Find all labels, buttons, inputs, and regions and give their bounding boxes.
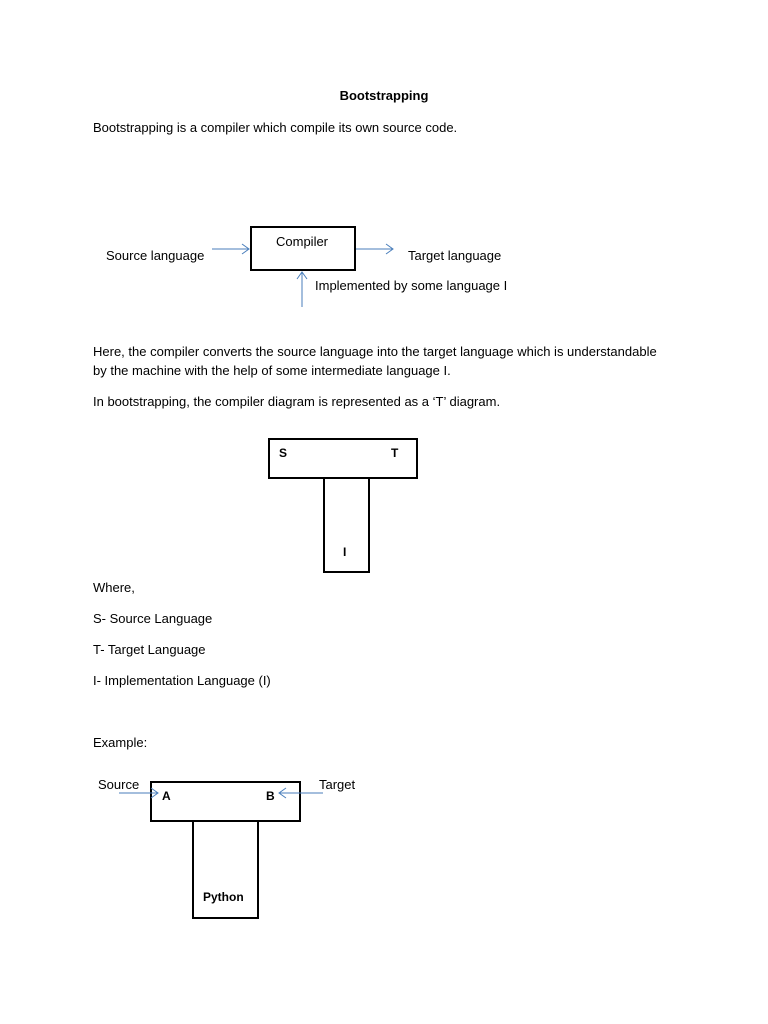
- example-source-arrow-icon: [119, 788, 158, 798]
- t-diagram-implementation: I: [343, 545, 347, 559]
- t-diagram-source: S: [279, 446, 288, 460]
- source-arrow-icon: [212, 244, 249, 254]
- example-target-caption: Target: [319, 777, 356, 792]
- t-diagram-intro: In bootstrapping, the compiler diagram is represented as a ‘T’ diagram.: [93, 394, 501, 409]
- example-source: A: [162, 789, 171, 803]
- implementation-language-label: Implemented by some language I: [315, 278, 508, 293]
- explanation-paragraph: Here, the compiler converts the source language into the target language which is understandable by the machine with the help of some intermediate language I.: [93, 344, 657, 378]
- legend-target: T- Target Language: [93, 642, 206, 657]
- where-label: Where,: [93, 580, 135, 595]
- example-implementation: Python: [203, 890, 244, 904]
- source-language-label: Source language: [106, 248, 205, 263]
- example-source-caption: Source: [98, 777, 140, 792]
- t-diagram-target: T: [391, 446, 399, 460]
- compiler-box-label: Compiler: [276, 234, 329, 249]
- example-label: Example:: [93, 735, 148, 750]
- example-target-arrow-icon: [279, 788, 323, 798]
- implementation-arrow-icon: [297, 272, 307, 307]
- example-target: B: [266, 789, 275, 803]
- page-title: Bootstrapping: [339, 88, 429, 103]
- target-arrow-icon: [356, 244, 393, 254]
- legend-source: S- Source Language: [93, 611, 213, 626]
- intro-paragraph: Bootstrapping is a compiler which compile its own source code.: [93, 120, 458, 135]
- legend-implementation: I- Implementation Language (I): [93, 673, 271, 688]
- target-language-label: Target language: [408, 248, 502, 263]
